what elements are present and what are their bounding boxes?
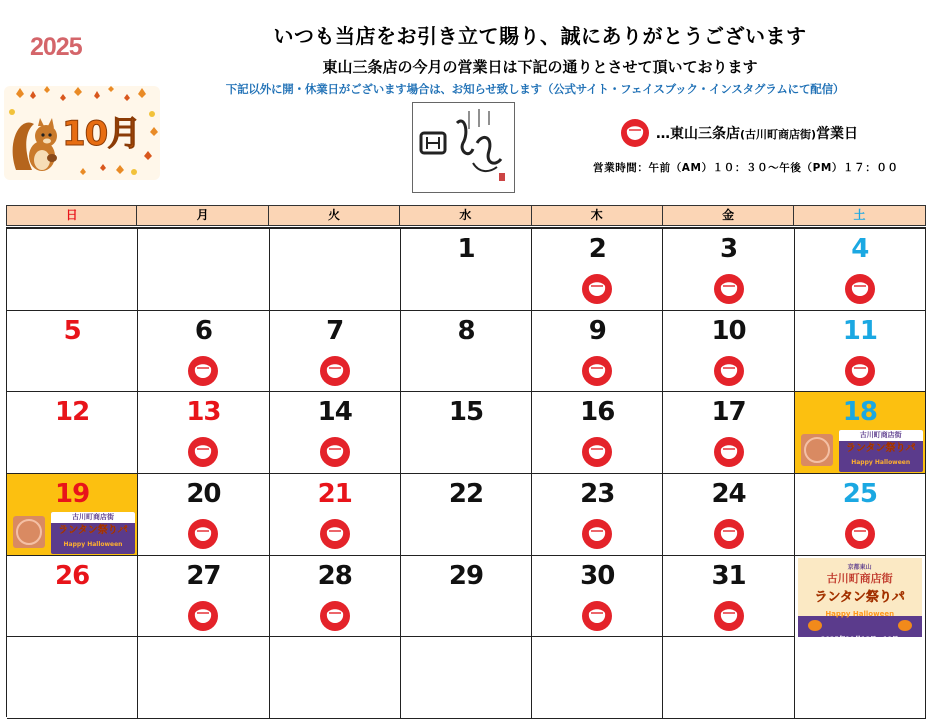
day-number: 19	[55, 479, 90, 510]
weekday-header-1: 月	[137, 205, 268, 226]
day-cell-6	[138, 311, 269, 393]
weekday-header-2: 火	[269, 205, 400, 226]
day-cell-22	[401, 474, 532, 556]
calendar-week	[7, 556, 926, 638]
event-flyer	[839, 430, 923, 472]
event-flyer-title: ランタン祭りパ	[58, 525, 128, 537]
day-number: 30	[580, 560, 615, 591]
day-number: 6	[194, 315, 212, 346]
day-cell-29	[401, 556, 532, 638]
header-subtitle: 東山三条店の今月の営業日は下記の通りとさせて頂いております	[322, 58, 758, 76]
day-number: 24	[711, 479, 746, 510]
day-cell-empty	[795, 556, 926, 638]
day-number: 27	[186, 560, 221, 591]
calendar-week	[7, 229, 926, 311]
business-day-mark-icon	[620, 118, 650, 148]
weekday-header-0: 日	[6, 205, 137, 226]
poster-small-text: 京都東山	[847, 563, 872, 571]
day-cell-30	[532, 556, 663, 638]
legend-location: (古川町商店街)	[740, 128, 817, 141]
business-hours: 営業時間：午前（AM）１０：３０～午後（PM）１７：００	[593, 162, 899, 174]
business-day-mark-icon	[187, 518, 219, 550]
day-number: 21	[317, 479, 352, 510]
day-number: 26	[55, 560, 90, 591]
calendar-week	[7, 474, 926, 556]
business-day-mark-icon	[713, 600, 745, 632]
weekday-header-3: 水	[400, 205, 531, 226]
business-day-mark-icon	[187, 436, 219, 468]
day-cell-23	[532, 474, 663, 556]
day-number: 12	[55, 397, 90, 428]
business-day-mark-icon	[319, 600, 351, 632]
day-cell-27	[138, 556, 269, 638]
day-cell-5	[7, 311, 138, 393]
day-number: 5	[63, 315, 81, 346]
event-flyer-tagline: Happy Halloween	[63, 541, 123, 549]
day-number: 10	[711, 315, 746, 346]
day-number: 1	[457, 234, 475, 264]
squirrel-icon	[10, 112, 62, 174]
calendar-week	[7, 311, 926, 393]
day-cell-empty	[401, 637, 532, 719]
day-cell-1	[401, 229, 532, 311]
day-cell-empty	[795, 637, 926, 719]
day-cell-19	[7, 474, 138, 556]
day-cell-15	[401, 392, 532, 474]
day-cell-17	[663, 392, 794, 474]
day-cell-empty	[532, 637, 663, 719]
day-number: 28	[317, 560, 352, 591]
day-cell-11	[795, 311, 926, 393]
header-title: いつも当店をお引き立て賜り、誠にありがとうございます	[273, 24, 807, 48]
business-day-mark-icon	[187, 600, 219, 632]
day-number: 9	[588, 315, 606, 346]
day-cell-empty	[7, 637, 138, 719]
pumpkin-icon	[898, 620, 912, 631]
day-number: 7	[326, 315, 344, 346]
weekday-header-5: 金	[663, 205, 794, 226]
business-day-mark-icon	[319, 436, 351, 468]
shop-calligraphy-icon	[413, 103, 516, 194]
legend	[620, 118, 858, 148]
day-number: 2	[588, 234, 606, 264]
day-number: 14	[317, 397, 352, 428]
poster-line-3: Happy Halloween	[825, 609, 895, 618]
month-badge	[4, 86, 160, 180]
day-cell-14	[270, 392, 401, 474]
day-number: 4	[851, 234, 869, 264]
day-cell-3	[663, 229, 794, 311]
day-cell-empty	[7, 229, 138, 311]
day-number: 15	[448, 397, 484, 428]
business-day-mark-icon	[713, 355, 745, 387]
day-number: 22	[448, 479, 484, 510]
year-logo-text: 2025	[30, 33, 82, 61]
day-number: 20	[186, 479, 221, 510]
day-cell-9	[532, 311, 663, 393]
day-cell-empty	[270, 229, 401, 311]
day-cell-28	[270, 556, 401, 638]
event-photo	[13, 516, 45, 548]
day-number: 8	[457, 315, 475, 346]
legend-suffix: 営業日	[816, 126, 859, 142]
poster-line-1: 古川町商店街	[826, 571, 893, 585]
day-cell-25	[795, 474, 926, 556]
day-number: 18	[842, 397, 877, 428]
business-day-mark-icon	[581, 273, 613, 305]
day-number: 25	[842, 479, 877, 510]
legend-prefix: …東山三条店	[656, 126, 740, 142]
calendar-grid	[6, 227, 926, 717]
day-number: 29	[448, 560, 484, 591]
business-day-mark-icon	[713, 518, 745, 550]
day-cell-16	[532, 392, 663, 474]
event-flyer	[51, 512, 135, 554]
day-cell-empty	[270, 637, 401, 719]
day-cell-empty	[663, 637, 794, 719]
day-number: 17	[711, 397, 746, 428]
calendar-week	[7, 637, 926, 719]
business-day-mark-icon	[844, 518, 876, 550]
business-day-mark-icon	[713, 436, 745, 468]
day-cell-18	[795, 392, 926, 474]
business-day-mark-icon	[581, 436, 613, 468]
day-cell-13	[138, 392, 269, 474]
year-logo	[30, 30, 114, 64]
legend-text	[656, 123, 858, 143]
header-note: 下記以外に開・休業日がございます場合は、お知らせ致します（公式サイト・フェイスブック・インスタグラムにて配信）	[225, 82, 845, 96]
day-cell-12	[7, 392, 138, 474]
business-day-mark-icon	[319, 518, 351, 550]
weekday-header-row	[6, 205, 926, 226]
business-day-mark-icon	[581, 355, 613, 387]
calendar-week	[7, 392, 926, 474]
day-cell-empty	[138, 637, 269, 719]
event-flyer-small-title: 古川町商店街	[72, 513, 114, 522]
day-cell-24	[663, 474, 794, 556]
day-cell-7	[270, 311, 401, 393]
event-flyer-small-title: 古川町商店街	[859, 431, 902, 440]
day-cell-empty	[138, 229, 269, 311]
day-number: 16	[580, 397, 615, 428]
business-day-mark-icon	[581, 518, 613, 550]
day-cell-26	[7, 556, 138, 638]
event-photo	[801, 434, 833, 466]
business-day-mark-icon	[844, 273, 876, 305]
day-cell-4	[795, 229, 926, 311]
day-cell-2	[532, 229, 663, 311]
weekday-header-6: 土	[794, 205, 925, 226]
business-day-mark-icon	[581, 600, 613, 632]
day-cell-21	[270, 474, 401, 556]
day-cell-20	[138, 474, 269, 556]
poster-line-2: ランタン祭りパ	[814, 589, 905, 605]
shop-logo	[412, 102, 515, 193]
day-number: 11	[842, 315, 877, 346]
day-number: 31	[711, 560, 746, 591]
month-label: 10月	[62, 114, 141, 154]
calendar	[6, 205, 926, 716]
business-day-mark-icon	[319, 355, 351, 387]
day-number: 3	[720, 234, 738, 264]
event-flyer-tagline: Happy Halloween	[851, 459, 911, 467]
business-day-mark-icon	[713, 273, 745, 305]
day-cell-31	[663, 556, 794, 638]
pumpkin-icon	[808, 620, 822, 631]
weekday-header-4: 木	[532, 205, 663, 226]
business-day-mark-icon	[187, 355, 219, 387]
day-number: 13	[186, 397, 221, 428]
business-day-mark-icon	[844, 355, 876, 387]
day-cell-8	[401, 311, 532, 393]
event-flyer-title: ランタン祭りパ	[845, 443, 916, 455]
day-number: 23	[580, 479, 615, 510]
day-cell-10	[663, 311, 794, 393]
